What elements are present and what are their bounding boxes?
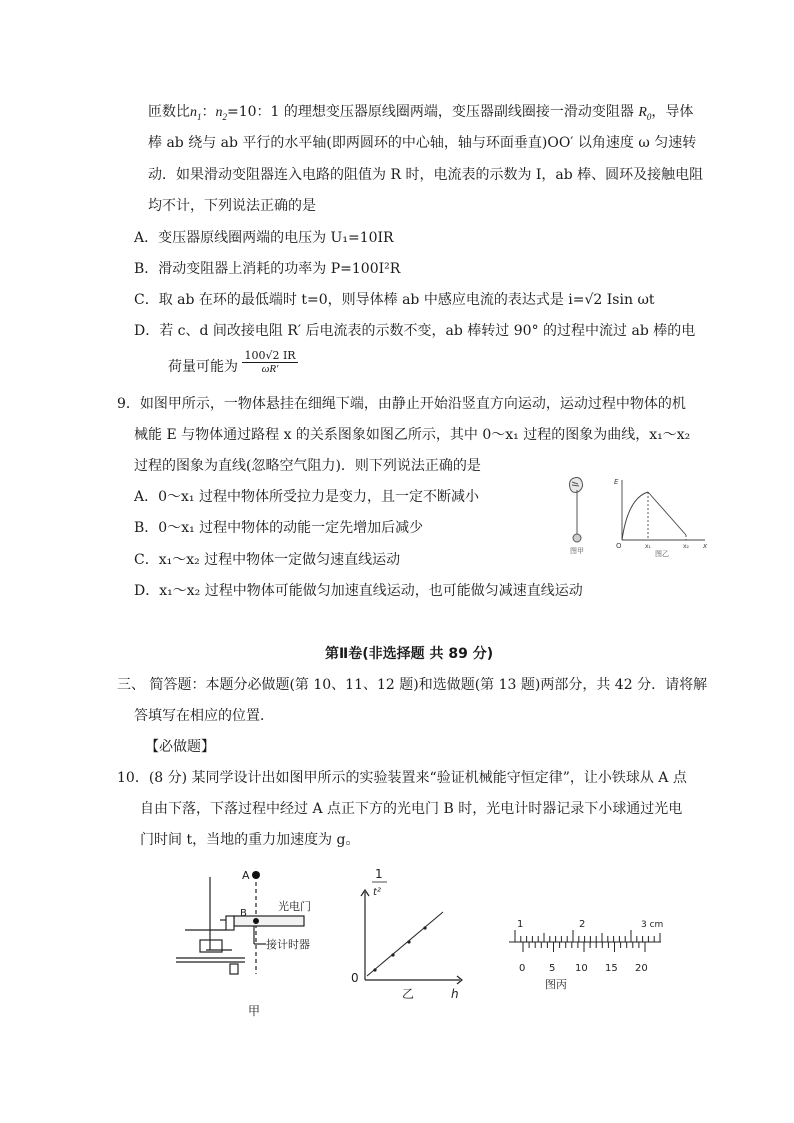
energy-distance-graph xyxy=(622,480,705,540)
graph-xlabel: h xyxy=(451,987,459,1001)
q9-option-b: B．0～x₁ 过程中物体的动能一定先增加后减少 xyxy=(134,520,424,536)
ball-at-gate xyxy=(253,918,259,924)
q8-option-a: A．变压器原线圈两端的电压为 U₁=10IR xyxy=(134,230,394,246)
section-2-intro-line1: 三、 简答题：本题分必做题(第 10、11、12 题)和选做题(第 13 题)两部分，共 42 分．请将解 xyxy=(117,677,708,693)
section-2-intro-line2: 答填写在相应的位置． xyxy=(134,708,274,724)
q9-option-d: D．x₁～x₂ 过程中物体可能做匀加速直线运动，也可能做匀减速直线运动 xyxy=(134,583,583,599)
q10-figure-graph xyxy=(345,862,470,1002)
q9-figure xyxy=(560,470,710,560)
q8-n2: $n_2$ xyxy=(215,105,227,122)
q8-fraction-denominator: ωR′ xyxy=(261,362,279,375)
q9-option-a: A．0～x₁ 过程中物体所受拉力是变力，且一定不断减小 xyxy=(134,489,479,505)
q8-option-d-line1: D．若 c、d 间改接电阻 R′ 后电流表的示数不变，ab 棒转过 90° 的过程中流过 ab 棒的电 xyxy=(134,323,696,339)
q9-option-c: C．x₁～x₂ 过程中物体一定做匀速直线运动 xyxy=(134,552,401,568)
q8-line3: 动．如果滑动变阻器连入电路的阻值为 R 时，电流表的示数为 I，ab 棒、圆环及接触电阻 xyxy=(148,167,704,183)
q8-fraction-numerator: 100√2 IR xyxy=(244,348,296,362)
q8-line1-g: ，导体 xyxy=(651,104,694,120)
fig-x2-label: x₂ xyxy=(683,543,689,550)
q8-option-b: B．滑动变阻器上消耗的功率为 P=100I²R xyxy=(134,261,401,277)
q8-n2-letter: n xyxy=(215,105,223,120)
q8-charge-fraction xyxy=(242,350,297,375)
fig-origin-label: O xyxy=(616,542,622,550)
q8-option-d-line2 xyxy=(168,348,298,376)
hand-with-pendulum-drawing xyxy=(570,478,583,543)
label-a: A xyxy=(242,869,250,882)
graph-origin: 0 xyxy=(351,971,359,985)
q9-line1: 9．如图甲所示，一物体悬挂在细绳下端，由静止开始沿竖直方向运动，运动过程中物体的机 xyxy=(117,396,686,412)
vernier-bottom-tick-20: 20 xyxy=(635,963,648,974)
vernier-bottom-tick-5: 5 xyxy=(549,963,556,974)
fig-axis-x-label: x xyxy=(703,542,708,550)
section-2-title: 第Ⅱ卷(非选择题 共 89 分) xyxy=(325,646,494,662)
q8-n1: $n_1$ xyxy=(190,105,202,122)
q10-line3: 门时间 t，当地的重力加速度为 g。 xyxy=(140,832,360,848)
q10-figure-vernier xyxy=(505,912,665,992)
fig-right-caption: 图乙 xyxy=(655,550,669,558)
vernier-top-tick-2: 2 xyxy=(579,919,586,930)
fig-left-caption: 图甲 xyxy=(570,547,584,555)
q8-n1-letter: n xyxy=(190,105,197,120)
vernier-bottom-tick-0: 0 xyxy=(519,963,526,974)
q10-line2: 自由下落，下落过程中经过 A 点正下方的光电门 B 时，光电计时器记录下小球通过光电 xyxy=(140,801,683,817)
graph-ylabel-denominator: t² xyxy=(373,887,381,898)
q9-line2: 械能 E 与物体通过路程 x 的关系图象如图乙所示，其中 0～x₁ 过程的图象为曲线，x₁～x₂ xyxy=(134,427,691,443)
q8-line1-e: =10：1 的理想变压器原线圈两端，变压器副线圈接一滑动变阻器 xyxy=(227,104,634,120)
ball-a xyxy=(252,871,260,879)
q8-line2: 棒 ab 绕与 ab 平行的水平轴(即两圆环的中心轴，轴与环面垂直)OO′ 以角速度 ω 匀速转 xyxy=(148,135,697,151)
label-b: B xyxy=(240,908,247,919)
q8-ratio-colon: ： xyxy=(201,104,216,120)
q8-line4: 均不计，下列说法正确的是 xyxy=(148,198,316,214)
q8-option-c: C．取 ab 在环的最低端时 t=0，则导体棒 ab 中感应电流的表达式是 i=√2 Isin ωt xyxy=(134,292,655,308)
q9-line3: 过程的图象为直线(忽略空气阻力)．则下列说法正确的是 xyxy=(134,458,481,474)
vernier-scale xyxy=(509,930,661,952)
q8-line1-a: 匝数比 xyxy=(148,104,190,120)
fig-axis-e-label: E xyxy=(614,478,619,486)
vernier-top-tick-3: 3 cm xyxy=(641,920,664,930)
q10-figure-apparatus xyxy=(170,862,340,1022)
graph-caption: 乙 xyxy=(402,987,415,1001)
required-section-label: 【必做题】 xyxy=(145,739,215,755)
vernier-bottom-tick-10: 10 xyxy=(575,963,588,974)
fig-x1-label: x₁ xyxy=(645,543,651,550)
caption-jia: 甲 xyxy=(248,1004,261,1018)
label-photogate: 光电门 xyxy=(278,900,311,913)
q8-option-d-prefix: 荷量可能为 xyxy=(168,359,238,375)
label-timer: 接计时器 xyxy=(266,938,310,951)
q8-r0: $R_0$ xyxy=(638,105,652,122)
q10-line1: 10．(8 分) 某同学设计出如图甲所示的实验装置来“验证机械能守恒定律”，让小铁球从 A 点 xyxy=(117,770,687,786)
vernier-bottom-tick-15: 15 xyxy=(605,963,618,974)
vernier-top-tick-1: 1 xyxy=(517,919,524,930)
apparatus-drawing xyxy=(176,877,304,974)
vernier-caption: 图丙 xyxy=(545,978,567,991)
graph-ylabel-numerator: 1 xyxy=(375,867,383,881)
q8-line1 xyxy=(148,103,693,122)
q8-r0-letter: R xyxy=(638,105,647,120)
